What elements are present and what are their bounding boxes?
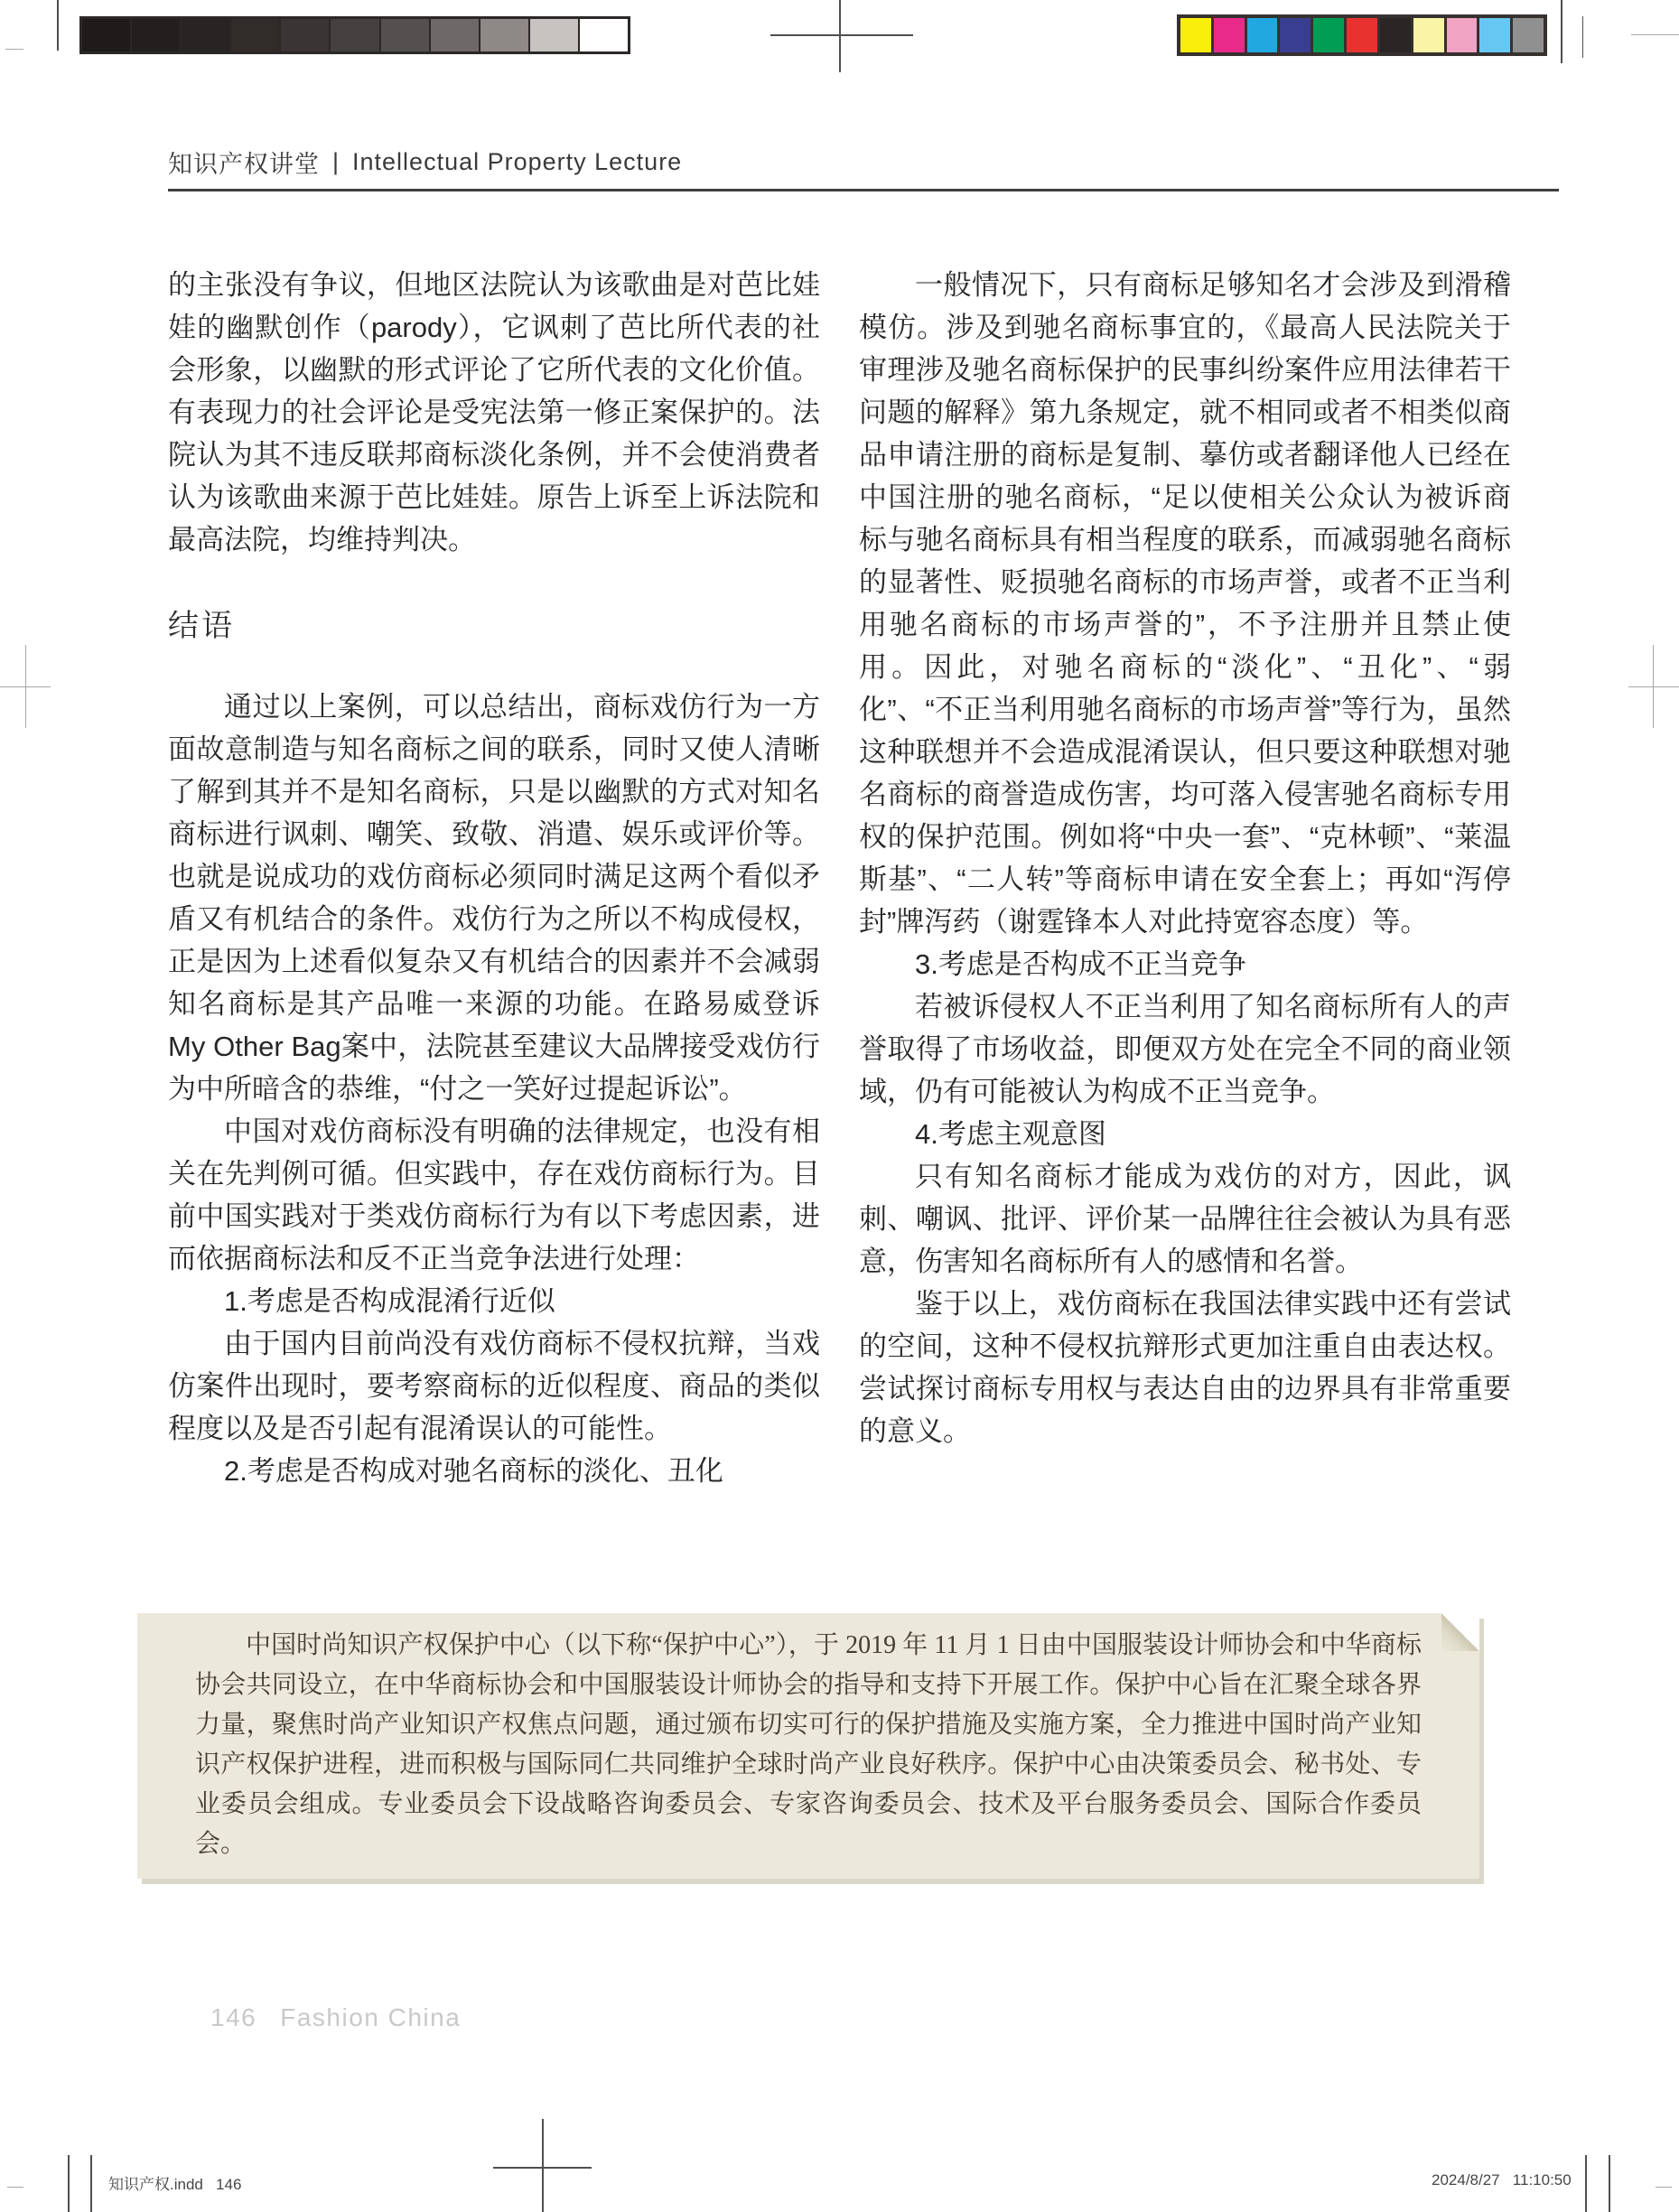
color-calibration-bar: [1177, 14, 1547, 56]
crop-mark: [542, 2119, 544, 2212]
crop-mark: [68, 2155, 70, 2212]
crop-mark: [1561, 0, 1562, 63]
section-title-en: Intellectual Property Lecture: [352, 148, 683, 175]
prepress-timestamp: 2024/8/27 11:10:50: [1432, 2171, 1572, 2189]
crop-mark: [1656, 2187, 1672, 2188]
grayscale-swatch: [281, 19, 329, 51]
brand-name: Fashion China: [280, 2003, 462, 2031]
crop-mark: [7, 2187, 23, 2188]
crop-mark: [1628, 686, 1679, 687]
grayscale-swatch: [580, 19, 628, 51]
page-footer: [210, 2003, 461, 2032]
article-right-column: [859, 264, 1511, 1452]
folded-corner: [1441, 1613, 1479, 1651]
page-number: 146: [210, 2003, 257, 2031]
crop-mark: [5, 49, 23, 50]
color-swatch: [1247, 18, 1278, 52]
crop-mark: [770, 34, 913, 36]
grayscale-swatch: [82, 19, 130, 51]
paragraph: 鉴于以上，戏仿商标在我国法律实践中还有尝试的空间，这种不侵权抗辩形式更加注重自由表达权。尝试探讨商标专用权与表达自由的边界具有非常重要的意义。: [859, 1288, 1511, 1447]
paragraph: 只有知名商标才能成为戏仿的对方，因此，讽刺、嘲讽、批评、评价某一品牌往往会被认为具有恶意，伤害知名商标所有人的感情和名誉。: [859, 1161, 1511, 1277]
crop-mark: [25, 645, 26, 728]
paragraph: 一般情况下，只有商标足够知名才会涉及到滑稽模仿。涉及到驰名商标事宜的，《最高人民法院关于审理涉及驰名商标保护的民事纠纷案件应用法律若干问题的解释》第九条规定，就不相同或者不相类似商品申请注册的商标是复制、摹仿或者翻译他人已经在中国注册的驰名商标，“足以使相关公众认为被诉商标与驰名商标具有相当程度的联系，而减弱驰名商标的显著性、贬损驰名商标的市场声誉，或者不正当利用驰名商标的市场声誉的”，不予注册并且禁止使用。因此，对驰名商标的“淡化”、“丑化”、“弱化”、“不正当利用驰名商标的市场声誉”等行为，虽然这种联想并不会造成混淆误认，但只要这种联想对驰名商标的商誉造成伤害，均可落入侵害驰名商标专用权的保护范围。例如将“中央一套”、“克林顿”、“莱温斯基”、“二人转”等商标申请在安全套上；再如“泻停封”牌泻药（谢霆锋本人对此持宽容态度）等。: [859, 269, 1511, 938]
crop-mark: [1631, 34, 1679, 35]
grayscale-swatch: [132, 19, 180, 51]
list-item: 3.考虑是否构成不正当竞争: [915, 948, 1246, 980]
list-item: 2.考虑是否构成对驰名商标的淡化、丑化: [224, 1455, 723, 1487]
crop-mark: [1609, 2155, 1610, 2212]
crop-mark: [90, 2155, 92, 2212]
grayscale-swatch: [480, 19, 528, 51]
color-swatch: [1180, 18, 1211, 52]
grayscale-swatch: [331, 19, 378, 51]
section-title-zh: 知识产权讲堂: [168, 151, 320, 178]
paragraph: 通过以上案例，可以总结出，商标戏仿行为一方面故意制造与知名商标之间的联系，同时又使人清晰了解到其并不是知名商标，只是以幽默的方式对知名商标进行讽刺、嘲笑、致敬、消遣、娱乐或评价等。也就是说成功的戏仿商标必须同时满足这两个看似矛盾又有机结合的条件。戏仿行为之所以不构成侵权，正是因为上述看似复杂又有机结合的因素并不会减弱知名商标是其产品唯一来源的功能。在路易威登诉My Other Bag案中，法院甚至建议大品牌接受戏仿行为中所暗含的恭维，“付之一笑好过提起诉讼”。: [168, 691, 820, 1105]
grayscale-swatch: [182, 19, 229, 51]
crop-mark: [1653, 645, 1654, 728]
color-swatch: [1280, 18, 1311, 52]
color-swatch: [1313, 18, 1344, 52]
list-item: 1.考虑是否构成混淆行近似: [224, 1285, 555, 1317]
grayscale-calibration-bar: [79, 16, 630, 54]
color-swatch: [1447, 18, 1478, 52]
paragraph: 若被诉侵权人不正当利用了知名商标所有人的声誉取得了市场收益，即便双方处在完全不同的商业领域，仍有可能被认为构成不正当竞争。: [859, 991, 1511, 1107]
grayscale-swatch: [530, 19, 578, 51]
paragraph: 中国对戏仿商标没有明确的法律规定，也没有相关在先判例可循。但实践中，存在戏仿商标行为。目前中国实践对于类戏仿商标行为有以下考虑因素，进而依据商标法和反不正当竞争法进行处理：: [168, 1115, 820, 1274]
conclusion-heading: 结语: [168, 609, 235, 643]
grayscale-swatch: [231, 19, 279, 51]
grayscale-swatch: [431, 19, 479, 51]
section-header: [168, 145, 682, 180]
note-box-text: 中国时尚知识产权保护中心（以下称“保护中心”），于 2019 年 11 月 1 日由中国服装设计师协会和中华商标协会共同设立，在中华商标协会和中国服装设计师协会的指导和支持下开展工作。保护中心旨在汇聚全球各界力量，聚焦时尚产业知识产权焦点问题，通过颁布切实可行的保护措施及实施方案，全力推进中国时尚产业知识产权保护进程，进而积极与国际同仁共同维护全球时尚产业良好秩序。保护中心由决策委员会、秘书处、专业委员会组成。专业委员会下设战略咨询委员会、专家咨询委员会、技术及平台服务委员会、国际合作委员会。: [195, 1631, 1422, 1858]
color-swatch: [1214, 18, 1245, 52]
crop-mark: [839, 0, 841, 72]
color-swatch: [1413, 18, 1444, 52]
crop-mark: [1585, 2155, 1587, 2212]
section-title-divider: |: [332, 148, 340, 175]
header-rule: [168, 189, 1559, 191]
crop-mark: [1582, 16, 1583, 58]
color-swatch: [1513, 18, 1544, 52]
grayscale-swatch: [381, 19, 429, 51]
paragraph: 的主张没有争议，但地区法院认为该歌曲是对芭比娃娃的幽默创作（parody），它讽刺了芭比所代表的社会形象，以幽默的形式评论了它所代表的文化价值。有表现力的社会评论是受宪法第一修正案保护的。法院认为其不违反联邦商标淡化条例，并不会使消费者认为该歌曲来源于芭比娃娃。原告上诉至上诉法院和最高法院，均维持判决。: [168, 269, 820, 555]
color-swatch: [1347, 18, 1377, 52]
article-left-column: [168, 264, 820, 1492]
color-swatch: [1380, 18, 1411, 52]
list-item: 4.考虑主观意图: [915, 1118, 1106, 1150]
paragraph: 由于国内目前尚没有戏仿商标不侵权抗辩，当戏仿案件出现时，要考察商标的近似程度、商品的类似程度以及是否引起有混淆误认的可能性。: [168, 1328, 820, 1444]
prepress-file-label: 知识产权.indd 146: [108, 2176, 242, 2193]
protection-center-note-box: [137, 1613, 1479, 1879]
color-swatch: [1479, 18, 1510, 52]
crop-mark: [493, 2167, 592, 2169]
crop-mark: [57, 0, 59, 51]
